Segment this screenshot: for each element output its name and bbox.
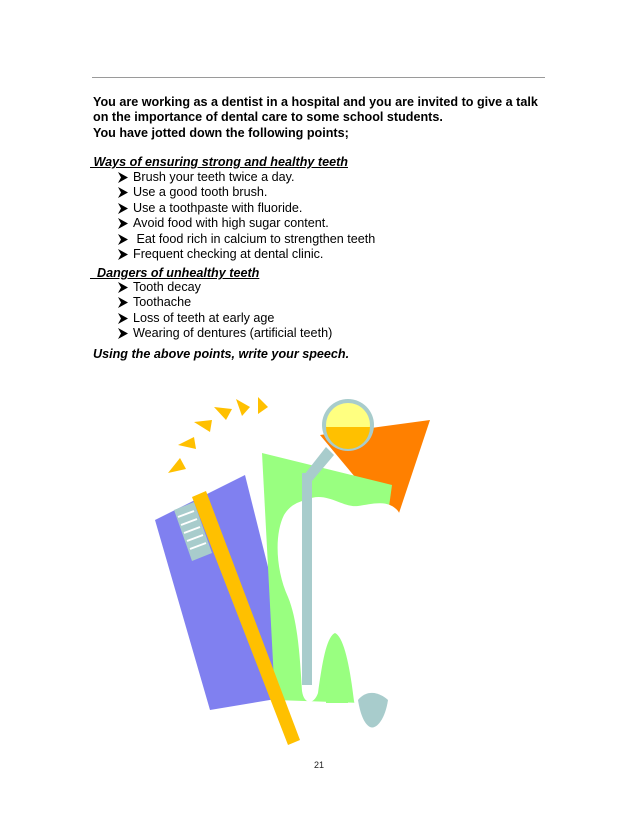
list-item: Toothache (118, 295, 332, 310)
list-item: Tooth decay (118, 280, 332, 295)
arrow-bullet-icon (118, 203, 128, 214)
ways-heading: Ways of ensuring strong and healthy teeth (90, 155, 348, 169)
list-item: Wearing of dentures (artificial teeth) (118, 326, 332, 341)
arrow-bullet-icon (118, 172, 128, 183)
arrow-bullet-icon (118, 234, 128, 245)
arrow-bullet-icon (118, 187, 128, 198)
arrow-bullet-icon (118, 328, 128, 339)
page-number: 21 (313, 760, 324, 770)
task-instruction: Using the above points, write your speech. (93, 347, 350, 361)
intro-line: You have jotted down the following points; (93, 125, 349, 140)
list-item: Avoid food with high sugar content. (118, 216, 375, 231)
arrow-bullet-icon (118, 297, 128, 308)
header-rule (92, 77, 545, 78)
dangers-list (118, 280, 332, 342)
dental-clipart (150, 385, 450, 750)
list-item: Use a good tooth brush. (118, 185, 375, 200)
arrow-bullet-icon (118, 218, 128, 229)
sun-rays-icon (168, 397, 268, 473)
task-intro (93, 95, 553, 141)
tooth-root (358, 693, 388, 728)
arrow-bullet-icon (118, 313, 128, 324)
ways-list (118, 170, 375, 262)
intro-line: You are working as a dentist in a hospital and you are invited to give a talk (93, 95, 538, 109)
arrow-bullet-icon (118, 282, 128, 293)
intro-line: on the importance of dental care to some school students. (93, 110, 443, 125)
list-item: Frequent checking at dental clinic. (118, 247, 375, 262)
list-item: Use a toothpaste with fluoride. (118, 201, 375, 216)
list-item: Loss of teeth at early age (118, 311, 332, 326)
list-item: Brush your teeth twice a day. (118, 170, 375, 185)
arrow-bullet-icon (118, 249, 128, 260)
dangers-heading: Dangers of unhealthy teeth (90, 266, 260, 280)
list-item: Eat food rich in calcium to strengthen teeth (118, 232, 375, 247)
